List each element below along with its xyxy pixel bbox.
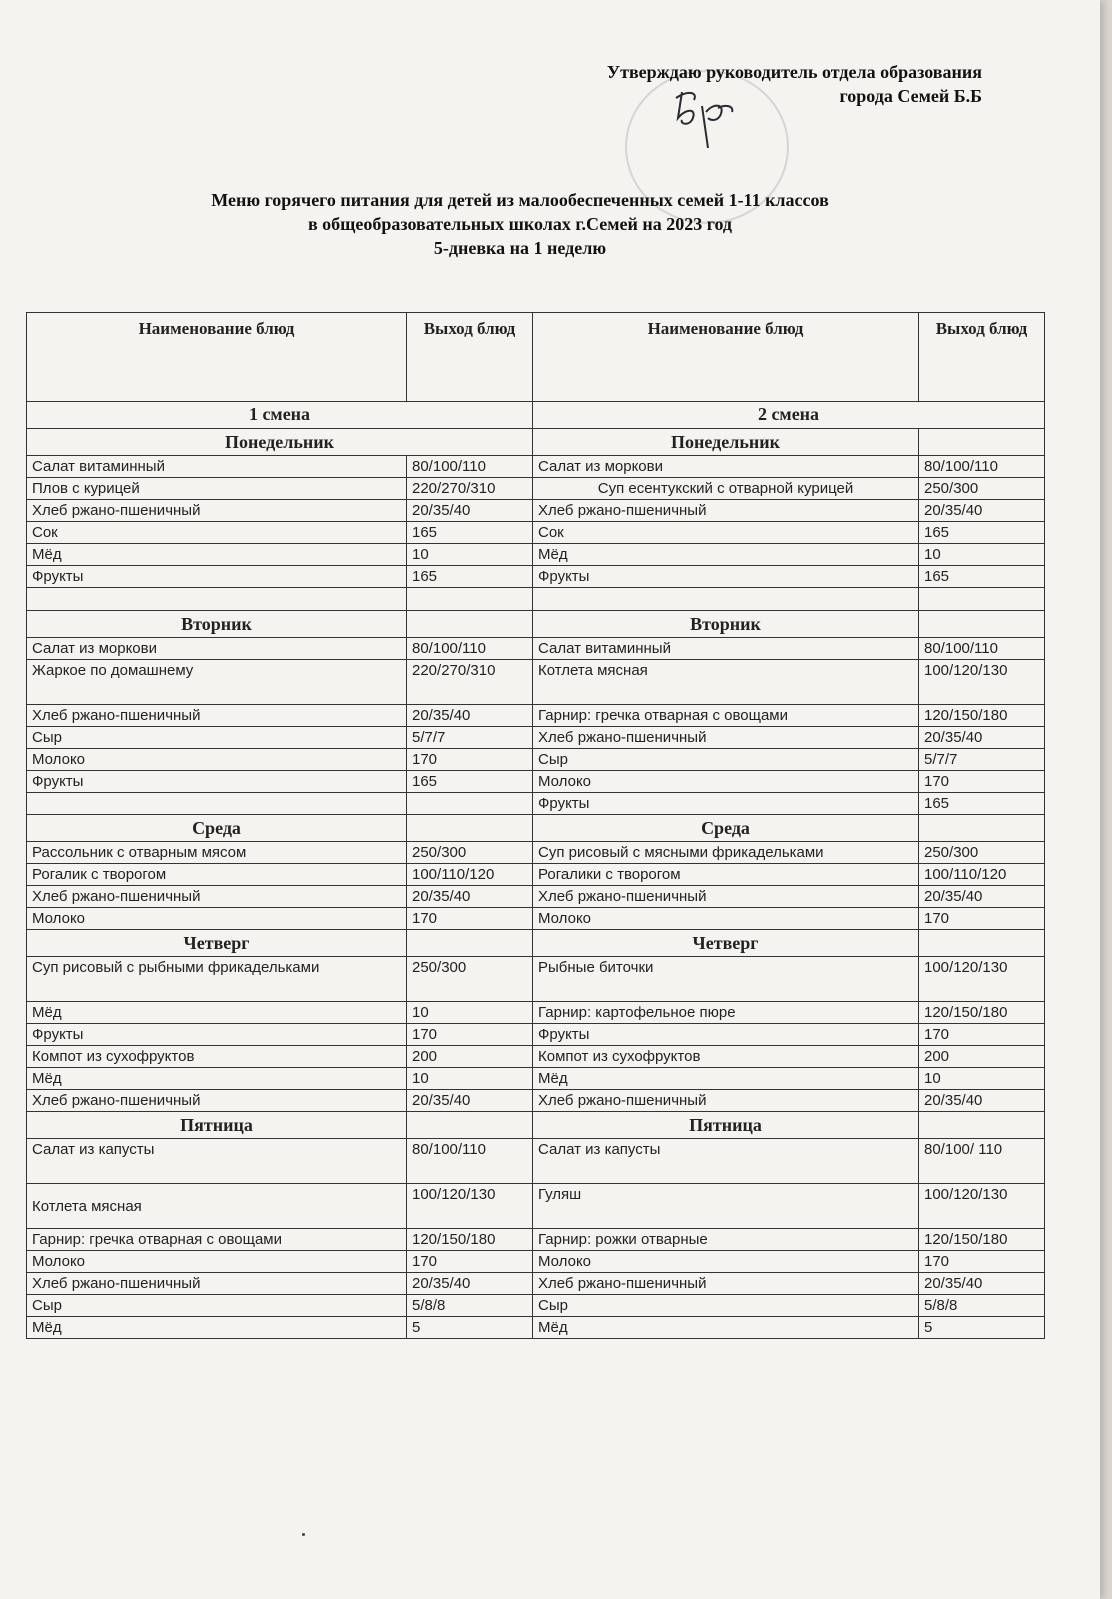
output-cell: 20/35/40 [407,705,533,727]
table-row [27,705,1045,727]
dish-cell: Суп есентукский с отварной курицей [533,478,919,500]
dish-cell: Суп рисовый с рыбными фрикадельками [27,957,407,1002]
output-cell: 100/120/130 [919,1184,1045,1229]
output-cell: 170 [919,771,1045,793]
approval-line-1: Утверждаю руководитель отдела образования [606,62,982,82]
output-cell: 80/100/110 [407,638,533,660]
dish-cell: Хлеб ржано-пшеничный [533,1273,919,1295]
table-row [27,842,1045,864]
dish-cell: Мёд [533,1317,919,1339]
output-cell: 165 [919,566,1045,588]
dish-cell: Сок [27,522,407,544]
dish-cell: Компот из сухофруктов [533,1046,919,1068]
output-cell: 100/120/130 [407,1184,533,1229]
dish-cell: Гарнир: гречка отварная с овощами [27,1229,407,1251]
table-row [27,1273,1045,1295]
output-cell: 100/120/130 [919,957,1045,1002]
dish-cell: Мёд [27,1068,407,1090]
table-row [27,1002,1045,1024]
output-cell [407,793,533,815]
output-cell: 20/35/40 [919,886,1045,908]
output-cell: 5/8/8 [919,1295,1045,1317]
dish-cell: Жаркое по домашнему [27,660,407,705]
output-cell: 170 [407,1251,533,1273]
title-line-2: в общеобразовательных школах г.Семей на 2023 год [307,214,733,234]
table-row [27,749,1045,771]
dish-cell: Мёд [27,1002,407,1024]
output-cell: 20/35/40 [407,1273,533,1295]
output-cell: 20/35/40 [919,500,1045,522]
header-dish-name-2: Наименование блюд [533,313,919,402]
day-row-tuesday [27,611,1045,638]
approval-line-2: города Семей Б.Б [839,86,982,106]
table-row [27,1317,1045,1339]
shift-1-label: 1 смена [27,402,533,429]
output-cell: 20/35/40 [407,500,533,522]
dish-cell: Салат из капусты [533,1139,919,1184]
table-row [27,1139,1045,1184]
dish-cell: Хлеб ржано-пшеничный [27,705,407,727]
table-row [27,771,1045,793]
dish-cell: Гарнир: рожки отварные [533,1229,919,1251]
output-cell: 10 [919,1068,1045,1090]
output-cell: 10 [407,1002,533,1024]
output-cell: 170 [407,1024,533,1046]
dish-cell: Молоко [533,1251,919,1273]
empty-cell [407,1112,533,1139]
day-row-friday [27,1112,1045,1139]
table-row [27,864,1045,886]
day-label: Пятница [27,1112,407,1139]
table-row [27,1229,1045,1251]
dish-cell: Котлета мясная [533,660,919,705]
dish-cell: Фрукты [533,566,919,588]
output-cell: 10 [919,544,1045,566]
dish-cell: Котлета мясная [27,1184,407,1229]
dish-cell: Гуляш [533,1184,919,1229]
dish-cell: Мёд [27,544,407,566]
dish-cell: Хлеб ржано-пшеничный [533,500,919,522]
day-label: Четверг [533,930,919,957]
dish-cell: Фрукты [27,771,407,793]
dish-cell: Хлеб ржано-пшеничный [27,1273,407,1295]
dish-cell: Салат витаминный [27,456,407,478]
dish-cell: Гарнир: гречка отварная с овощами [533,705,919,727]
day-label: Вторник [27,611,407,638]
table-row [27,1090,1045,1112]
menu-table [26,312,1045,1339]
table-row [27,1295,1045,1317]
dish-cell: Сыр [27,1295,407,1317]
header-output-2: Выход блюд [919,313,1045,402]
dish-cell: Мёд [27,1317,407,1339]
table-row [27,522,1045,544]
output-cell: 5/7/7 [919,749,1045,771]
output-cell: 80/100/110 [919,638,1045,660]
dish-cell: Сок [533,522,919,544]
dish-cell: Гарнир: картофельное пюре [533,1002,919,1024]
day-label: Пятница [533,1112,919,1139]
output-cell: 80/100/110 [407,1139,533,1184]
output-cell: 5/8/8 [407,1295,533,1317]
output-cell: 170 [919,1024,1045,1046]
dish-cell: Фрукты [533,1024,919,1046]
output-cell: 165 [919,522,1045,544]
output-cell: 250/300 [919,478,1045,500]
empty-row [27,588,1045,611]
dish-cell: Хлеб ржано-пшеничный [533,886,919,908]
table-row [27,908,1045,930]
table-row [27,478,1045,500]
output-cell: 10 [407,544,533,566]
day-row-wednesday [27,815,1045,842]
dish-cell: Рогалик с творогом [27,864,407,886]
output-cell: 170 [407,749,533,771]
output-cell: 20/35/40 [919,727,1045,749]
dish-cell: Салат из моркови [533,456,919,478]
output-cell: 200 [919,1046,1045,1068]
output-cell: 165 [407,566,533,588]
table-row [27,1046,1045,1068]
document-title [0,188,1040,260]
dish-cell: Салат витаминный [533,638,919,660]
table-row [27,793,1045,815]
output-cell: 5 [919,1317,1045,1339]
output-cell: 100/110/120 [919,864,1045,886]
table-row [27,1184,1045,1229]
header-dish-name-1: Наименование блюд [27,313,407,402]
table-row [27,566,1045,588]
dish-cell: Рассольник с отварным мясом [27,842,407,864]
shift-2-label: 2 смена [533,402,1045,429]
output-cell: 170 [919,908,1045,930]
output-cell: 220/270/310 [407,478,533,500]
dish-cell: Мёд [533,1068,919,1090]
empty-cell [919,930,1045,957]
output-cell: 20/35/40 [919,1090,1045,1112]
dish-cell: Молоко [27,749,407,771]
table-row [27,886,1045,908]
output-cell: 20/35/40 [407,886,533,908]
dish-cell: Молоко [27,1251,407,1273]
dish-cell: Хлеб ржано-пшеничный [27,1090,407,1112]
dish-cell: Сыр [27,727,407,749]
dish-cell: Компот из сухофруктов [27,1046,407,1068]
day-row-monday [27,429,1045,456]
dish-cell: Салат из моркови [27,638,407,660]
output-cell: 220/270/310 [407,660,533,705]
output-cell: 165 [407,522,533,544]
table-row [27,456,1045,478]
output-cell: 120/150/180 [919,1002,1045,1024]
output-cell: 100/120/130 [919,660,1045,705]
dish-cell: Хлеб ржано-пшеничный [27,500,407,522]
output-cell: 20/35/40 [407,1090,533,1112]
output-cell: 250/300 [407,957,533,1002]
dish-cell: Молоко [533,908,919,930]
table-row [27,727,1045,749]
output-cell: 170 [919,1251,1045,1273]
title-line-1: Меню горячего питания для детей из малообеспеченных семей 1-11 классов [211,190,829,210]
output-cell: 250/300 [407,842,533,864]
output-cell: 165 [407,771,533,793]
dish-cell: Мёд [533,544,919,566]
empty-cell [919,611,1045,638]
empty-cell [407,930,533,957]
output-cell: 10 [407,1068,533,1090]
table-row [27,660,1045,705]
dish-cell: Хлеб ржано-пшеничный [27,886,407,908]
empty-cell [919,429,1045,456]
speck-mark [302,1533,305,1536]
output-cell: 250/300 [919,842,1045,864]
output-cell: 165 [919,793,1045,815]
title-line-3: 5-дневка на 1 неделю [433,238,607,258]
empty-cell [919,815,1045,842]
table-row [27,1251,1045,1273]
output-cell: 5 [407,1317,533,1339]
dish-cell: Фрукты [533,793,919,815]
table-row [27,544,1045,566]
output-cell: 120/150/180 [919,705,1045,727]
day-row-thursday [27,930,1045,957]
output-cell: 80/100/110 [919,456,1045,478]
day-label: Среда [533,815,919,842]
dish-cell: Молоко [27,908,407,930]
output-cell: 80/100/ 110 [919,1139,1045,1184]
empty-cell [407,815,533,842]
day-label: Понедельник [27,429,533,456]
dish-cell: Салат из капусты [27,1139,407,1184]
day-label: Понедельник [533,429,919,456]
empty-cell [919,1112,1045,1139]
dish-cell [27,793,407,815]
table-row [27,500,1045,522]
empty-cell [407,611,533,638]
table-row [27,1068,1045,1090]
dish-cell: Сыр [533,749,919,771]
table-row [27,957,1045,1002]
output-cell: 80/100/110 [407,456,533,478]
dish-cell: Рогалики с творогом [533,864,919,886]
output-cell: 120/150/180 [407,1229,533,1251]
header-output-1: Выход блюд [407,313,533,402]
table-row [27,1024,1045,1046]
output-cell: 170 [407,908,533,930]
output-cell: 20/35/40 [919,1273,1045,1295]
output-cell: 100/110/120 [407,864,533,886]
day-label: Среда [27,815,407,842]
approval-block [607,60,982,108]
day-label: Четверг [27,930,407,957]
output-cell: 120/150/180 [919,1229,1045,1251]
table-row [27,638,1045,660]
dish-cell: Плов с курицей [27,478,407,500]
dish-cell: Суп рисовый с мясными фрикадельками [533,842,919,864]
shift-row [27,402,1045,429]
dish-cell: Хлеб ржано-пшеничный [533,1090,919,1112]
dish-cell: Молоко [533,771,919,793]
output-cell: 5/7/7 [407,727,533,749]
output-cell: 200 [407,1046,533,1068]
dish-cell: Сыр [533,1295,919,1317]
table-header-row [27,313,1045,402]
day-label: Вторник [533,611,919,638]
dish-cell: Хлеб ржано-пшеничный [533,727,919,749]
dish-cell: Фрукты [27,1024,407,1046]
dish-cell: Фрукты [27,566,407,588]
dish-cell: Рыбные биточки [533,957,919,1002]
